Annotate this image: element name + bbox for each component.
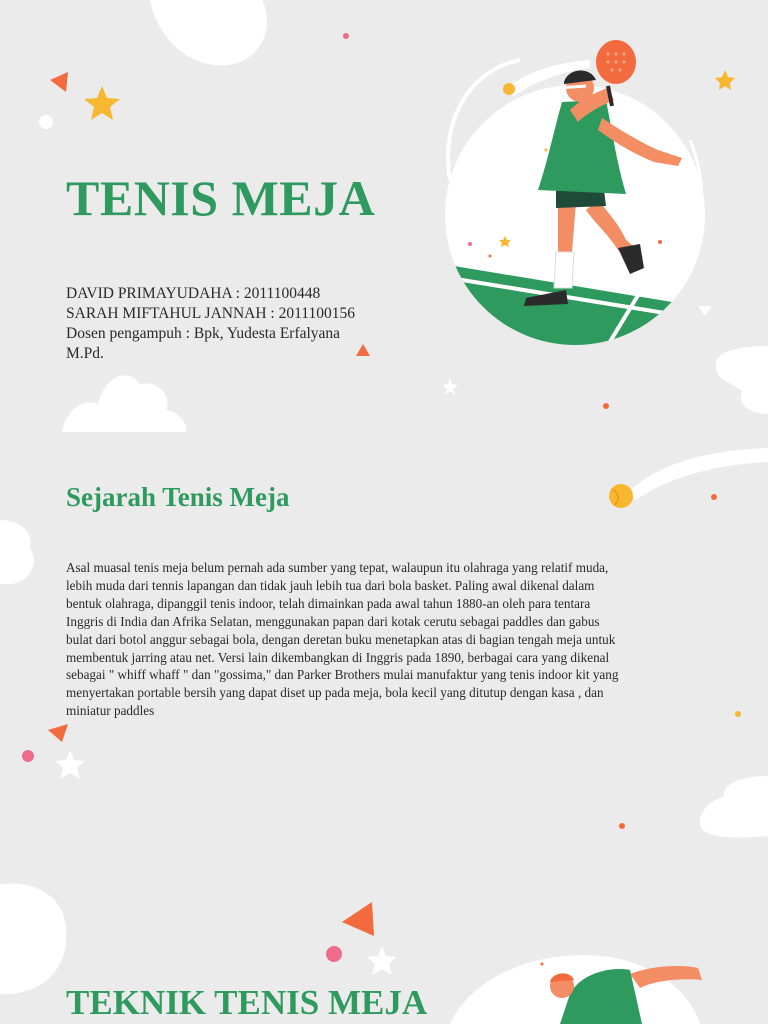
- dot: [711, 494, 717, 500]
- star-icon: [367, 946, 397, 975]
- history-heading: Sejarah Tenis Meja: [66, 482, 290, 512]
- cloud-shape: [62, 375, 186, 432]
- dot: [22, 750, 34, 762]
- lecturer-line: Dosen pengampuh : Bpk, Yudesta Erfalyana: [66, 325, 341, 342]
- dot: [735, 711, 741, 717]
- star-icon: [84, 86, 120, 120]
- triangle-icon: [48, 724, 68, 742]
- blob-shape: [150, 0, 267, 65]
- history-paragraph: Asal muasal tenis meja belum pernah ada sumber yang tepat, walaupun itu olahraga yang relatif muda, lebih muda dari tennis lapangan dan tidak jauh lebih tua dari bola basket. Paling awal dikenal dalam bentuk olahraga, dipanggil tenis indoor, telah dimainkan pada awal tahun 1880-an oleh para tentara Inggris di India dan Afrika Selatan, menggunakan papan dari kotak cerutu sebagai paddles dan gabus bulat dari botol anggur sebagai bola, dengan deretan buku menetapkan atas di bagian tengah meja untuk membentuk jarring atau net. Versi lain dikembangkan di Inggris pada 1890, berbagai cara yang dikenal sebagai " whiff whaff " dan "gossima," dan Parker Brothers mulai manufaktur yang tenis indoor kit yang menyertakan portable bersih yang dapat diset up pada meja, bola kecil yang ditutup dengan kasa , dan miniatur paddles: [66, 560, 619, 719]
- technique-heading: TEKNIK TENIS MEJA: [66, 983, 428, 1022]
- blob-shape: [0, 520, 34, 584]
- lecturer-degree: M.Pd.: [66, 345, 104, 362]
- dot: [343, 33, 349, 39]
- cloud-shape: [700, 776, 768, 838]
- author-line: SARAH MIFTAHUL JANNAH : 2011100156: [66, 305, 355, 322]
- dot: [603, 403, 609, 409]
- triangle-icon: [50, 72, 68, 92]
- triangle-icon: [342, 902, 374, 936]
- tennis-ball-icon: [503, 83, 515, 95]
- dot: [619, 823, 625, 829]
- player-illustration: [530, 954, 720, 1024]
- player-illustration: [430, 30, 720, 350]
- author-line: DAVID PRIMAYUDAHA : 2011100448: [66, 285, 321, 302]
- blob-shape: [0, 883, 66, 994]
- tennis-ball-icon: [609, 484, 633, 508]
- star-icon: [442, 378, 458, 395]
- cloud-shape: [716, 346, 768, 414]
- dot: [39, 115, 53, 129]
- star-icon: [55, 750, 85, 779]
- page-title: TENIS MEJA: [66, 170, 376, 226]
- comet-trail: [628, 448, 768, 500]
- dot: [326, 946, 342, 962]
- author-info: [66, 284, 406, 364]
